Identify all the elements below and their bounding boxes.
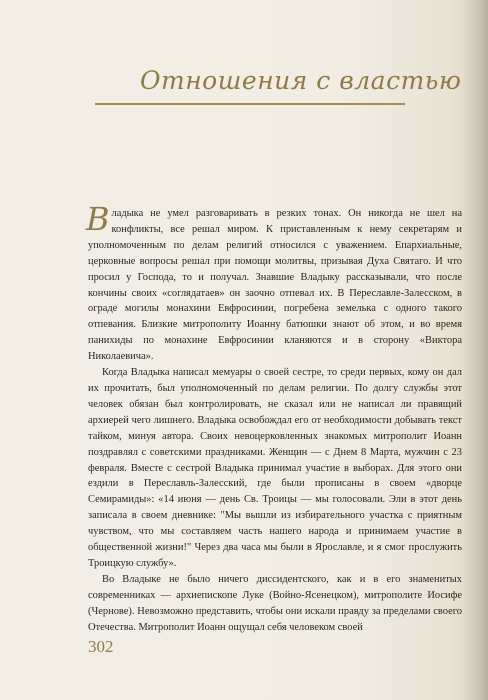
paragraph-1: [86, 200, 462, 365]
drop-cap: В: [86, 200, 110, 238]
page-number: 302: [88, 637, 114, 656]
page-spine-shadow: [462, 0, 488, 700]
paragraph-1-text: ладыка не умел разговаривать в резких тонах. Он никогда не шел на конфликты, все решал миром. К приставленным к нему секретарям и уполномоченным по делам религий относился с уважением. Епархиальные, церковные вопросы решал при помощи молитвы, призывая Духа Святаго. И что просил у Господа, то и получал. Знавшие Владыку рассказывали, что после кончины своих «соглядатаев» он заочно отпевал их. В Переславле-Залесском, в ограде могилы монахини Евфросинии, погребена земелька с одного такого отпевания. Близкие митрополиту Иоанну батюшки знают об этом, и во время панихиды по монахине Евфросинии кланяются и в сторону «Виктора Николаевича».: [88, 208, 462, 363]
paragraph-2: Когда Владыка написал мемуары о своей сестре, то среди первых, кому он дал их прочитать, был уполномоченный по делам религии. По долгу службы этот человек обязан был контролировать, не сказал или не написал ли правящий архиерей чего лишнего. Владыка освобождал его от необходимости добывать текст тайком, минуя автора. Своих невоцерковленных знакомых митрополит Иоанн поздравлял с советскими праздниками. Женщин — с Днем 8 Марта, мужчин с 23 февраля. Вместе с сестрой Владыка принимал участие в выборах. Для этого они ездили в Переславль-Залесский, где были прописаны в своем «дворце Семирамиды»: «14 июня — день Св. Троицы — мы голосовали. Эли в этот день записала в своем дневнике: "Мы вышли из избирательного участка с приятным чувством, что мы составляем часть нашего народа и принимаем участие в общественной жизни!" Через два часа мы были в Ярославле, и я смог прослужить Троицкую службу».: [88, 367, 462, 569]
title-underline: [95, 103, 405, 105]
paragraph-3: Во Владыке не было ничего диссидентского, как и в его знаменитых современниках — архиепископе Луке (Войно-Ясенецком), митрополите Иосифе (Чернове). Невозможно представить, чтобы они искали правду за пределами своего Отечества. Митрополит Иоанн ощущал себя человеком своей: [88, 573, 462, 633]
chapter-title: Отношения с властью: [140, 66, 462, 95]
body-text: [86, 200, 462, 635]
